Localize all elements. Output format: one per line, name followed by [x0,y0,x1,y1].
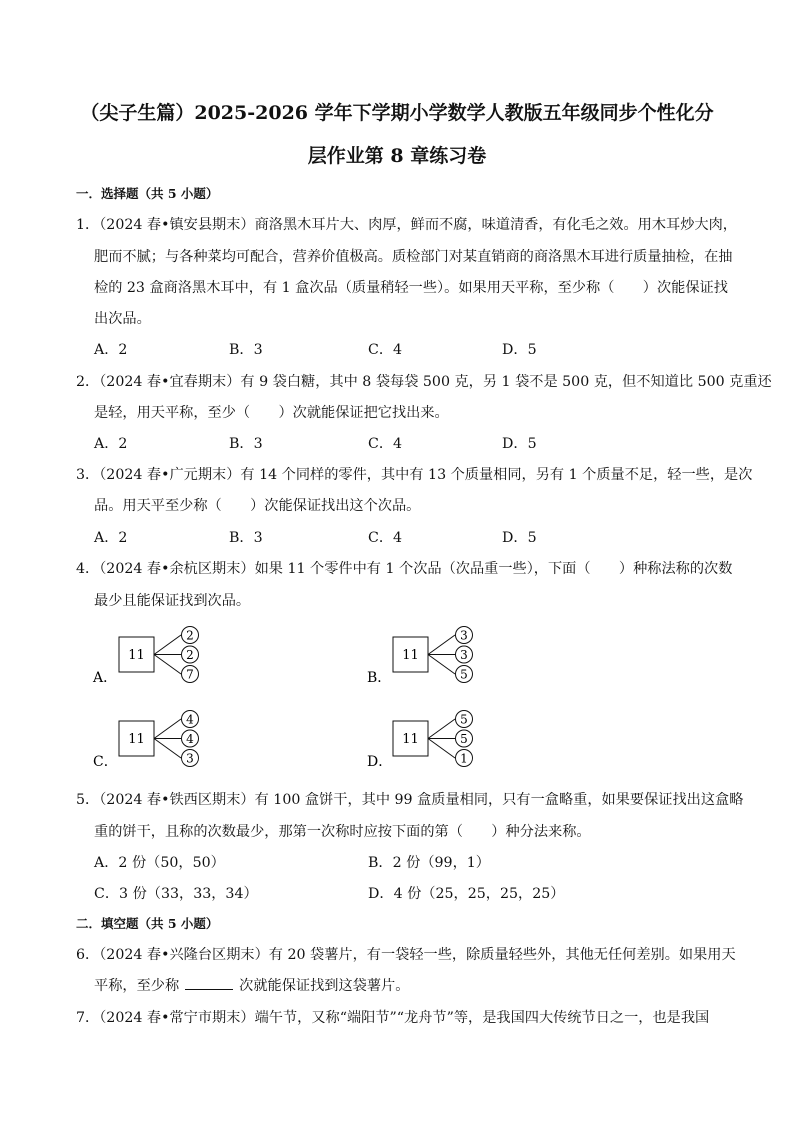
section-choice-heading: 一．选择题（共 5 小题） [76,186,219,201]
q2-option-b: B．3 [229,436,263,452]
q5-option-b: B．2 份（99，1） [368,855,490,871]
q4-diagram-d-total: 11 [402,732,419,747]
q4-line-1: 4．（2024 春•余杭区期末）如果 11 个零件中有 1 个次品（次品重一些），下面（ ）种称法称的次数 [76,561,733,577]
q4-diagram-c-part-2: 4 [186,732,194,746]
q4-diagram-a-total: 11 [128,648,145,663]
q1-option-d: D．5 [502,342,537,358]
q4-diagram-c-part-3: 3 [186,751,194,766]
q7-line-1: 7．（2024 春•常宁市期末）端午节，又称“端阳节”“龙舟节”等，是我国四大传统节日之一，也是我国 [76,1010,710,1026]
q3-option-b: B．3 [229,530,263,546]
q6-line-1: 6．（2024 春•兴隆台区期末）有 20 袋薯片，有一袋轻一些，除质量轻些外，其他无任何差别。如果用天 [76,947,736,963]
q5-option-d: D．4 份（25，25，25，25） [368,886,565,902]
q6-line-2 [94,979,409,993]
q2-option-a: A．2 [94,436,128,452]
q2-line-2: 是轻，用天平称，至少（ ）次就能保证把它找出来。 [94,405,449,421]
q4-diagram-a [90,624,220,686]
q3-option-c: C．4 [368,530,403,546]
q5-line-2: 重的饼干，且称的次数最少，那第一次称时应按下面的第（ ）种分法来称。 [94,824,591,840]
q1-line-3: 检的 23 盒商洛黑木耳中，有 1 盒次品（质量稍轻一些）。如果用天平称，至少称（ ）次能保证找 [94,280,728,296]
q4-diagram-d-label: D． [367,754,393,770]
q4-diagram-c-part-1: 4 [186,712,194,727]
q4-diagram-c-label: C． [93,754,118,770]
q6-line-2-prefix: 平称，至少称 [94,978,180,994]
q4-diagram-b-total: 11 [402,648,419,663]
q1-option-c: C．4 [368,342,403,358]
q2-option-c: C．4 [368,436,403,452]
q4-diagram-a-part-1: 2 [186,628,194,643]
q4-diagram-b-label: B． [367,670,392,686]
q1-option-a: A．2 [94,342,128,358]
q1-option-b: B．3 [229,342,263,358]
q5-option-a: A．2 份（50，50） [94,855,225,871]
q3-option-a: A．2 [94,530,128,546]
q4-diagram-c-total: 11 [128,732,145,747]
q4-diagram-a-part-2: 2 [186,648,194,662]
q1-line-1: 1．（2024 春•镇安县期末）商洛黑木耳片大、肉厚，鲜而不腐，味道清香，有化毛之效。用木耳炒大肉， [76,217,737,233]
q1-line-2: 肥而不腻；与各种菜均可配合，营养价值极高。质检部门对某直销商的商洛黑木耳进行质量抽检，在抽 [94,249,733,265]
title-line-2: 层作业第 8 章练习卷 [307,145,487,167]
q3-option-d: D．5 [502,530,537,546]
q2-line-1: 2．（2024 春•宜春期末）有 9 袋白糖，其中 8 袋每袋 500 克，另 1 袋不是 500 克，但不知道比 500 克重还 [76,374,772,390]
q4-diagram-c [90,708,220,770]
q6-line-2-suffix: 次就能保证找到这袋薯片。 [239,978,410,994]
q4-diagram-d-part-2: 5 [460,732,468,746]
q2-option-d: D．5 [502,436,537,452]
title-line-1: （尖子生篇）2025-2026 学年下学期小学数学人教版五年级同步个性化分 [80,102,714,124]
q3-line-2: 品。用天平至少称（ ）次能保证找出这个次品。 [94,498,421,514]
q5-line-1: 5．（2024 春•铁西区期末）有 100 盒饼干，其中 99 盒质量相同，只有一盒略重，如果要保证找出这盒略 [76,792,744,808]
section-fill-heading: 二．填空题（共 5 小题） [76,916,219,931]
q4-diagram-d-part-1: 5 [460,712,468,727]
q4-diagram-a-part-3: 7 [186,667,194,682]
q4-diagram-b [364,624,494,686]
q4-line-2: 最少且能保证找到次品。 [94,593,251,609]
q4-diagram-d [364,708,494,770]
q6-answer-blank[interactable] [185,979,233,990]
q4-diagram-a-label: A． [93,670,118,686]
q1-line-4: 出次品。 [94,311,151,327]
q4-diagram-b-part-2: 3 [460,648,468,662]
q4-diagram-d-part-3: 1 [460,751,468,766]
q4-diagram-b-part-3: 5 [460,667,468,682]
q5-option-c: C．3 份（33，33，34） [94,886,258,902]
q4-diagram-b-part-1: 3 [460,628,468,643]
q3-line-1: 3．（2024 春•广元期末）有 14 个同样的零件，其中有 13 个质量相同，另有 1 个质量不足，轻一些，是次 [76,467,753,483]
